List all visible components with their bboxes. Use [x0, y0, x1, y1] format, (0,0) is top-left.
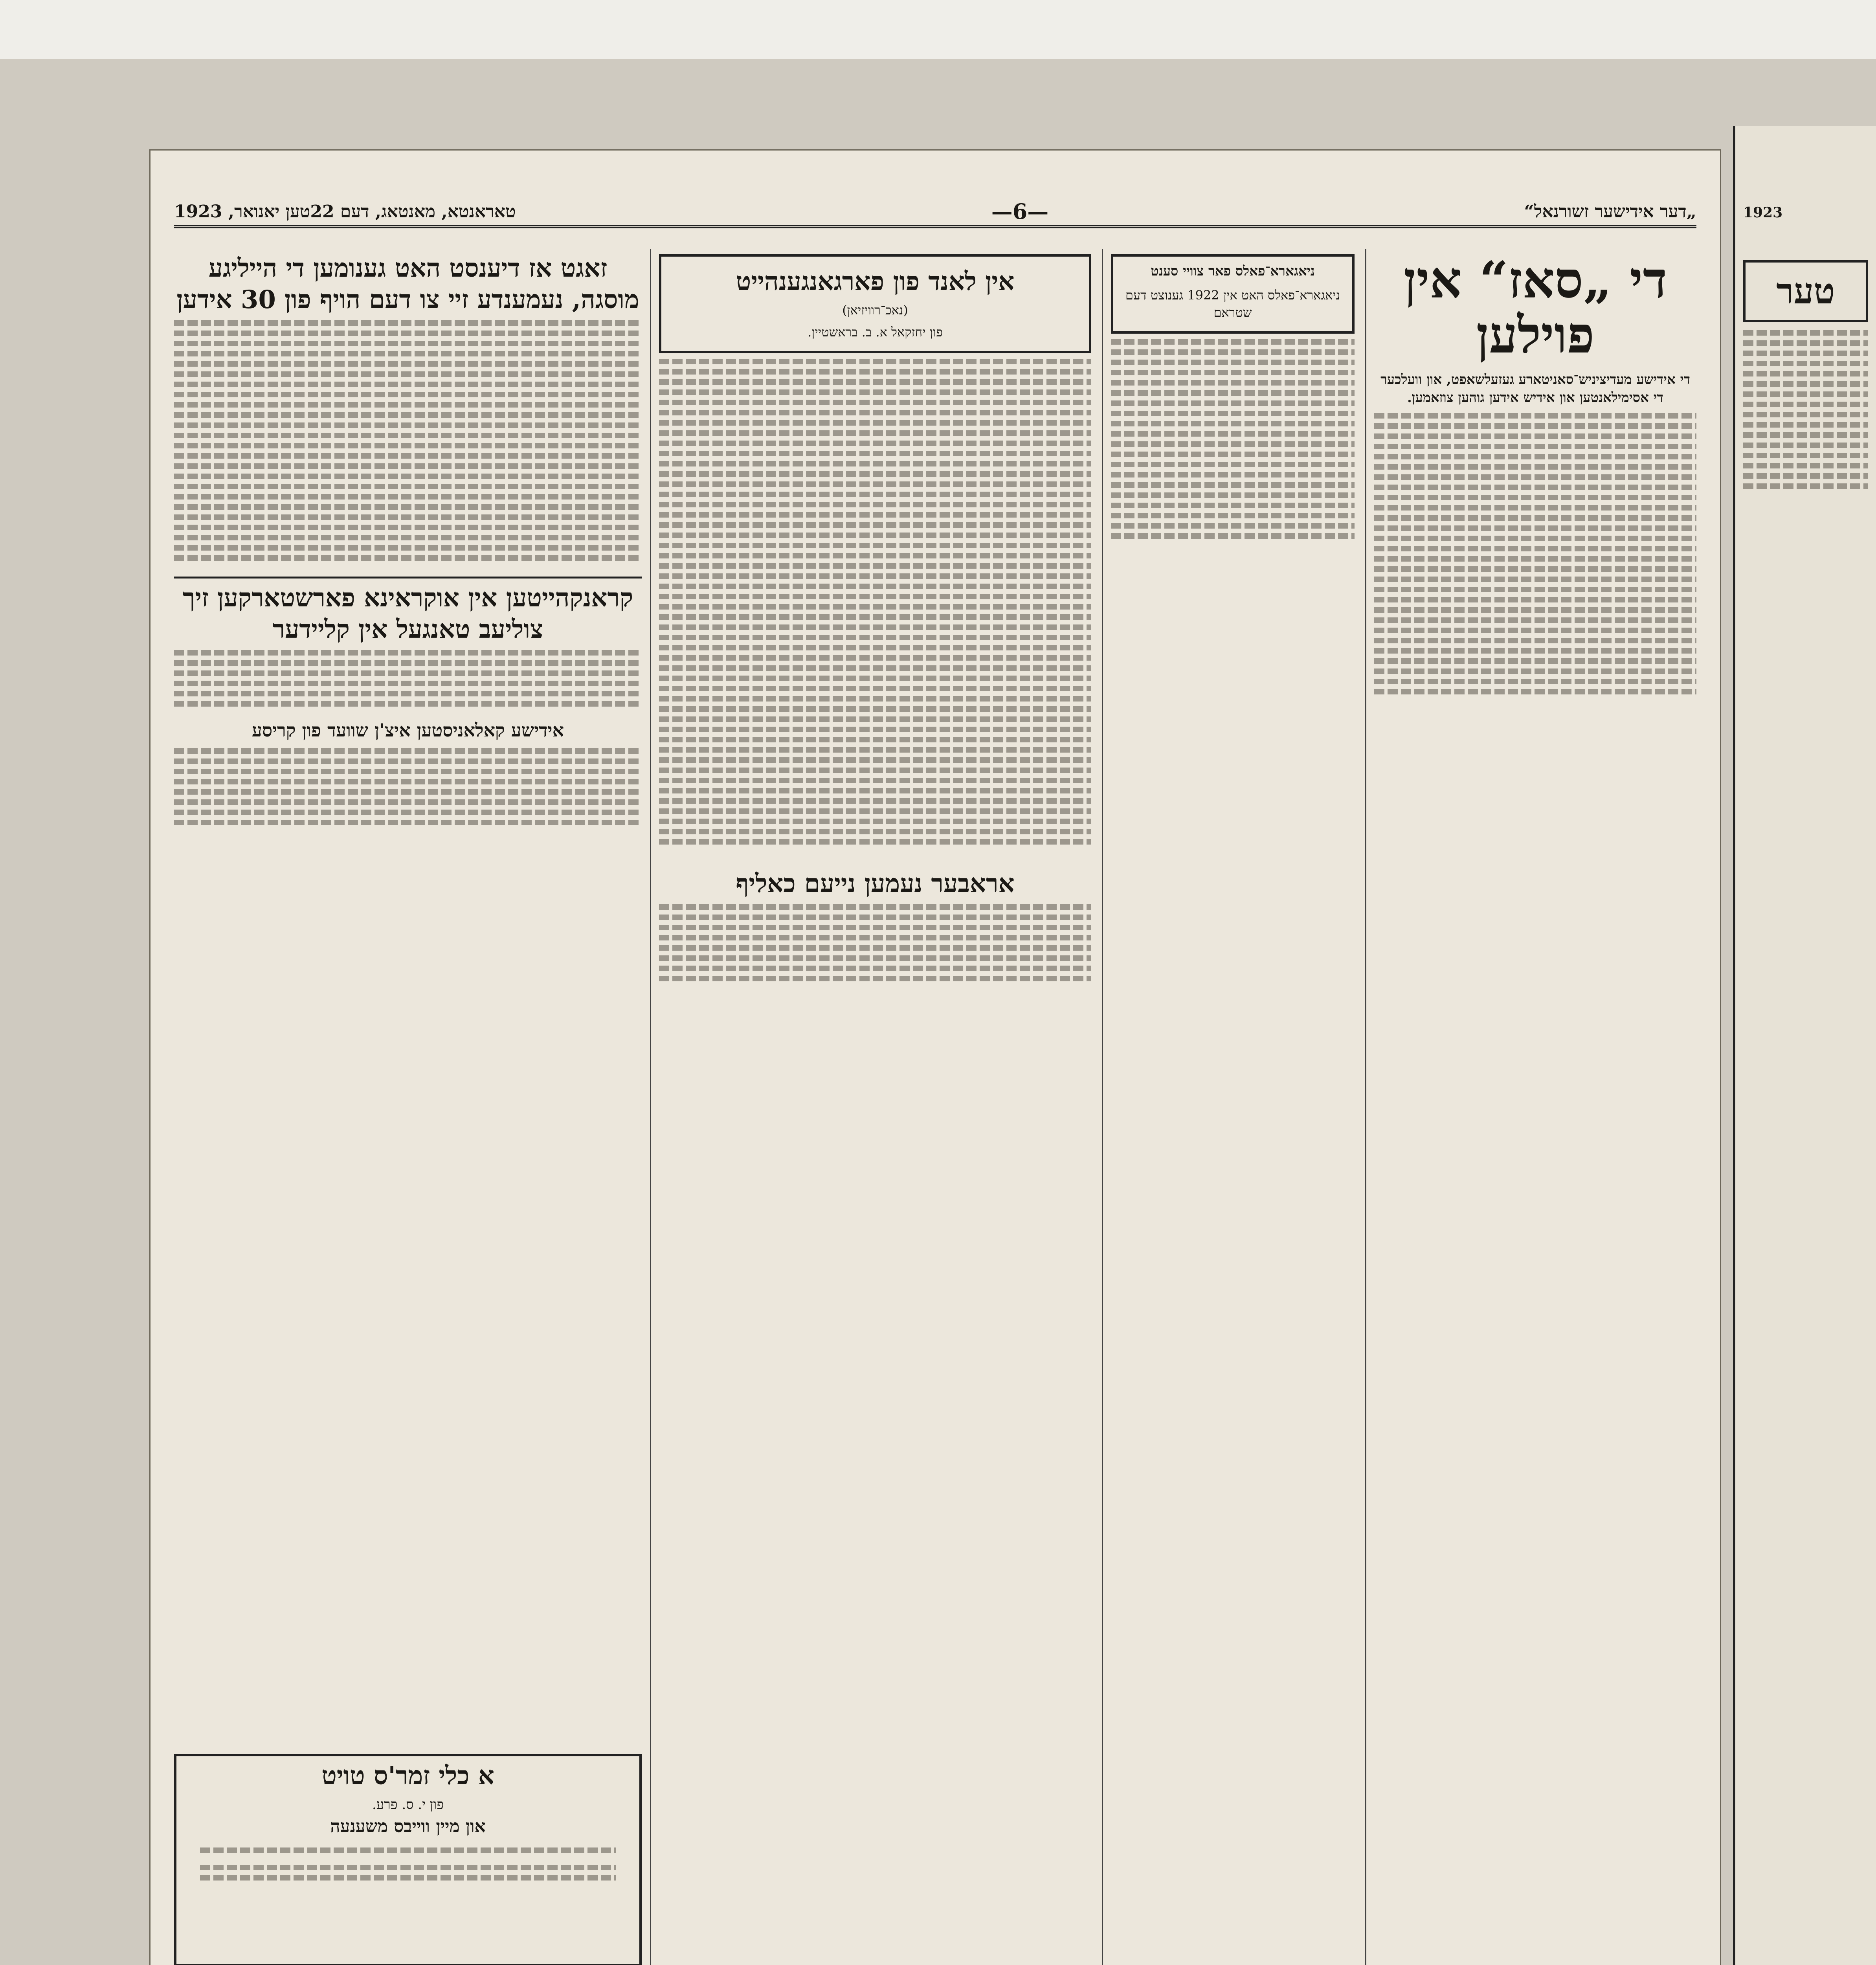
article-byline-past: פון יחזקאל א. ב. בראשטיין. [808, 325, 943, 340]
article-body-mosque [174, 320, 642, 561]
article-body-ukraine [174, 650, 642, 707]
column-2 [1111, 249, 1355, 1965]
column-3 [659, 249, 1091, 1965]
next-page-masthead: 1923 [1743, 204, 1783, 221]
article-body-sze [1374, 413, 1696, 694]
next-page-fragment [1733, 126, 1876, 1965]
article-box-past [659, 254, 1091, 353]
article-headline-caliph: אראבער נעמען נייעם כאליף [736, 869, 1015, 898]
newspaper-page [149, 149, 1721, 1965]
article-headline-sze: די „סאז“ אין פוילען [1403, 251, 1667, 365]
article-note-past: (נאכ־רוויזיאן) [842, 303, 908, 318]
column-rule [1102, 249, 1103, 1965]
article-headline-colonists: אידישע קאלאניסטען איצ'ן שוועד פון קריסע [251, 720, 564, 741]
article-body-niagara [1111, 339, 1355, 539]
next-page-body [1735, 330, 1876, 489]
column-4 [174, 249, 642, 1965]
article-body-caliph [659, 904, 1091, 981]
article-box-niagara [1111, 254, 1355, 334]
article-subheadline-sze: די אידישע מעדיציניש־סאניטארע געזעלשאפט, און וועלכער די אסימילאנטען און אידיש אידען גוהען צוזאמען. [1380, 372, 1690, 406]
article-body-colonists [174, 748, 642, 825]
article-headline-niagara: ניאגארא־פאלס פאר צוויי סענט [1151, 263, 1315, 279]
column-rule [1365, 249, 1366, 1965]
next-page-title: טער [1743, 260, 1868, 322]
masthead-title: „דער אידישער זשורנאל“ [1524, 201, 1696, 222]
masthead-date: טאראנטא, מאנטאג, דעם 22טען יאנואר, 1923 [174, 201, 516, 222]
ad-klezmer-title: א כלי זמר'ס טויט [321, 1761, 494, 1791]
column-1 [1374, 249, 1696, 1965]
article-headline-mosque: זאגט אז דיענסט האט גענומען די הייליגע מוסגה, נעמענדע זיי צו דעם הויף פון 30 אידען [176, 253, 639, 314]
ad-klezmer-line-2: און מיין ווייבס משענעה [330, 1816, 486, 1836]
page-masthead [174, 198, 1696, 228]
scan-edge-top [0, 0, 1876, 59]
article-sub-niagara: ניאגארא־פאלס האט אין 1922 גענוצט דעם שטראם [1125, 288, 1340, 320]
page-number: —6— [991, 199, 1049, 224]
ad-klezmer [174, 1754, 642, 1965]
ad-klezmer-line-1: פון י. ס. פרע. [372, 1797, 444, 1813]
article-headline-ukraine: קראנקהייטען אין אוקראינא פארשטארקען זיך צוליעב טאנגעל אין קליידער [174, 577, 642, 645]
column-rule [650, 249, 651, 1965]
article-headline-past: אין לאנד פון פארגאנגענהייט [736, 267, 1015, 296]
article-body-past [659, 359, 1091, 845]
